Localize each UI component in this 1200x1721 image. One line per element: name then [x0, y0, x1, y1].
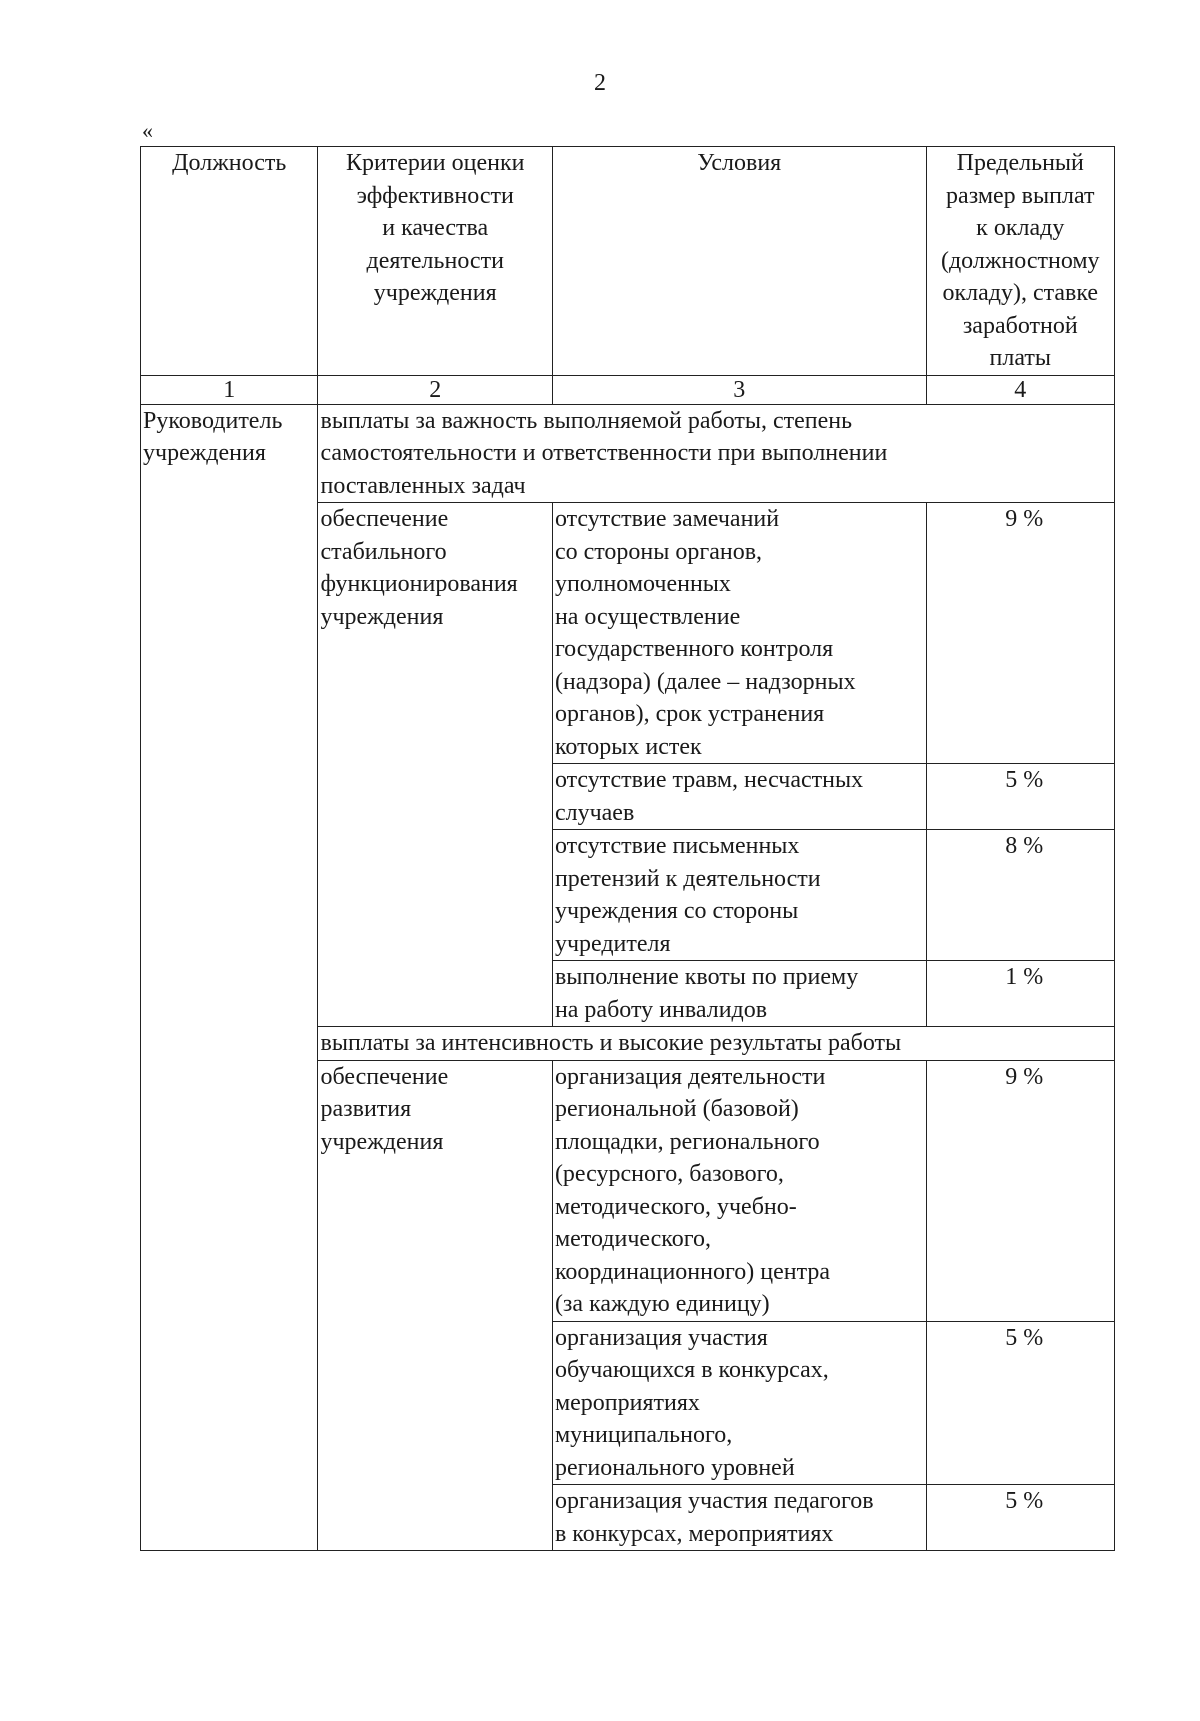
column-number: 2	[318, 375, 552, 404]
column-number: 4	[926, 375, 1114, 404]
position-cell: Руководитель учреждения	[141, 404, 318, 1551]
condition-cell: организация деятельности региональной (базовой) площадки, регионального (ресурсного, базового, методического, учебно- методического, координационного) центра (за каждую единицу)	[552, 1060, 926, 1321]
limit-cell: 5 %	[926, 1485, 1114, 1551]
section-title: выплаты за важность выполняемой работы, степень самостоятельности и ответственности при выполнении поставленных задач	[318, 404, 1115, 503]
condition-cell: отсутствие замечаний со стороны органов, уполномоченных на осуществление государственного контроля (надзора) (далее – надзорных органов), срок устранения которых истек	[552, 503, 926, 764]
limit-cell: 1 %	[926, 961, 1114, 1027]
column-number: 3	[552, 375, 926, 404]
criterion-cell: обеспечение развития учреждения	[318, 1060, 552, 1551]
limit-cell: 9 %	[926, 503, 1114, 764]
section-title-row	[141, 404, 1115, 503]
criteria-table	[140, 146, 1115, 1551]
limit-cell: 5 %	[926, 764, 1114, 830]
condition-cell: организация участия педагогов в конкурсах, мероприятиях	[552, 1485, 926, 1551]
header-criteria: Критерии оценки эффективности и качества деятельности учреждения	[318, 147, 552, 376]
header-row	[141, 147, 1115, 376]
condition-cell: отсутствие письменных претензий к деятельности учреждения со стороны учредителя	[552, 830, 926, 961]
header-position: Должность	[141, 147, 318, 376]
column-number-row	[141, 375, 1115, 404]
column-number: 1	[141, 375, 318, 404]
condition-cell: организация участия обучающихся в конкурсах, мероприятиях муниципального, регионального уровней	[552, 1321, 926, 1485]
criterion-cell: обеспечение стабильного функционирования учреждения	[318, 503, 552, 1027]
opening-quote: «	[142, 118, 153, 143]
condition-cell: отсутствие травм, несчастных случаев	[552, 764, 926, 830]
condition-cell: выполнение квоты по приему на работу инвалидов	[552, 961, 926, 1027]
limit-cell: 8 %	[926, 830, 1114, 961]
limit-cell: 9 %	[926, 1060, 1114, 1321]
section-title: выплаты за интенсивность и высокие результаты работы	[318, 1027, 1115, 1061]
header-limit: Предельный размер выплат к окладу (должностному окладу), ставке заработной платы	[926, 147, 1114, 376]
limit-cell: 5 %	[926, 1321, 1114, 1485]
page-number: 2	[594, 70, 606, 96]
header-conditions: Условия	[552, 147, 926, 376]
